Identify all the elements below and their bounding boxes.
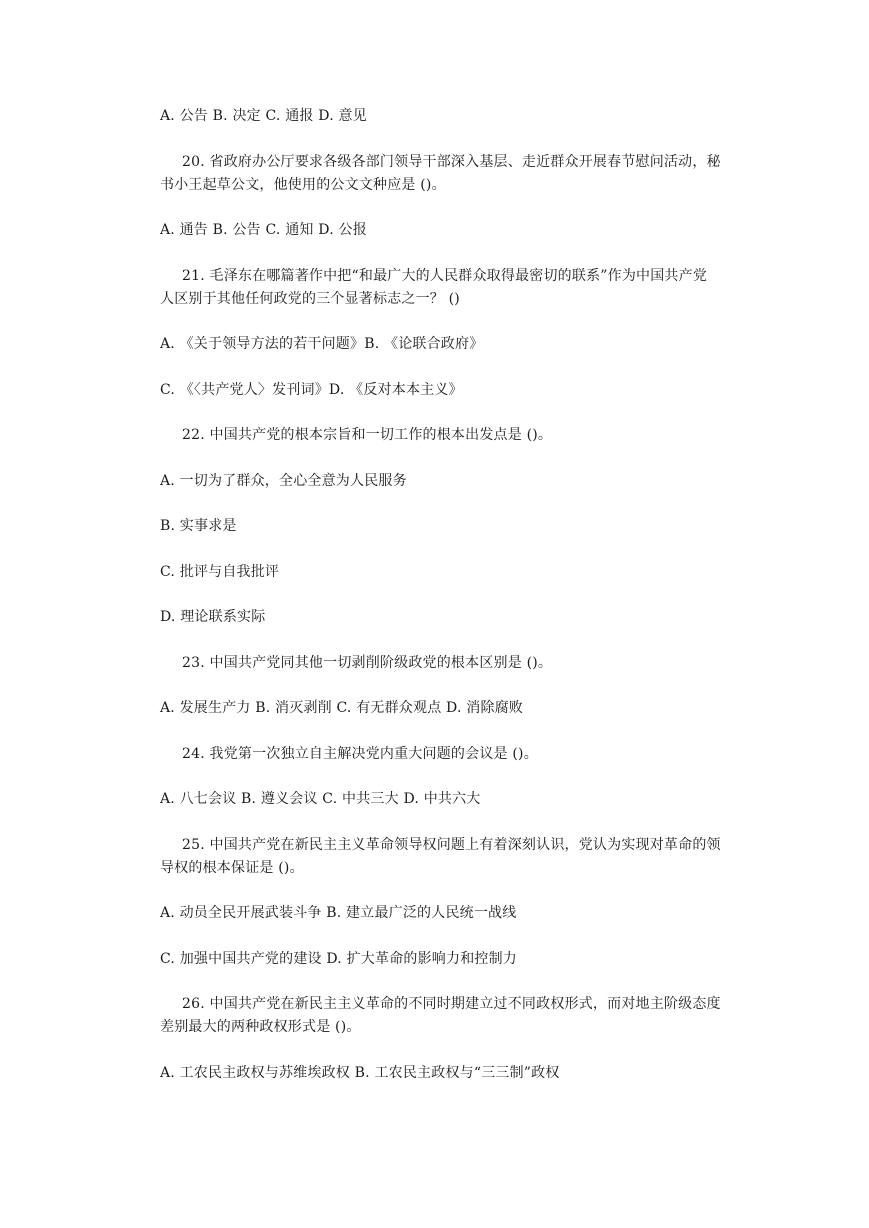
q20-text-line1: 20. 省政府办公厅要求各级各部门领导干部深入基层、走近群众开展春节慰问活动，秘 — [182, 154, 721, 170]
q22-text: 22. 中国共产党的根本宗旨和一切工作的根本出发点是 ()。 — [182, 427, 553, 443]
q20-text-line2: 书小王起草公文，他使用的公文文种应是 ()。 — [160, 177, 446, 193]
q22-option-d: D. 理论联系实际 — [160, 609, 266, 625]
q20-options: A. 通告 B. 公告 C. 通知 D. 公报 — [160, 222, 367, 238]
q25-text-line2: 导权的根本保证是 ()。 — [160, 860, 304, 876]
q25-options-cd: C. 加强中国共产党的建设 D. 扩大革命的影响力和控制力 — [160, 951, 517, 967]
q26-text-line2: 差别最大的两种政权形式是 ()。 — [160, 1019, 361, 1035]
q23-text: 23. 中国共产党同其他一切剥削阶级政党的根本区别是 ()。 — [182, 655, 553, 671]
q22-option-a: A. 一切为了群众，全心全意为人民服务 — [160, 473, 407, 489]
q26-text-line1: 26. 中国共产党在新民主主义革命的不同时期建立过不同政权形式，而对地主阶级态度 — [182, 996, 721, 1012]
q21-options-ab: A. 《关于领导方法的若干问题》B. 《论联合政府》 — [160, 336, 484, 352]
q22-option-b: B. 实事求是 — [160, 518, 237, 534]
q21-text-line2: 人区别于其他任何政党的三个显著标志之一？ () — [160, 291, 460, 307]
q23-options: A. 发展生产力 B. 消灭剥削 C. 有无群众观点 D. 消除腐败 — [160, 700, 524, 716]
q25-options-ab: A. 动员全民开展武装斗争 B. 建立最广泛的人民统一战线 — [160, 905, 517, 921]
q21-options-cd: C. 《〈共产党人〉发刊词》D. 《反对本本主义》 — [160, 382, 463, 398]
q24-text: 24. 我党第一次独立自主解决党内重大问题的会议是 ()。 — [182, 746, 538, 762]
q22-option-c: C. 批评与自我批评 — [160, 564, 280, 580]
q21-text-line1: 21. 毛泽东在哪篇著作中把“和最广大的人民群众取得最密切的联系”作为中国共产党 — [182, 268, 708, 284]
q26-options-ab: A. 工农民主政权与苏维埃政权 B. 工农民主政权与“三三制”政权 — [160, 1065, 560, 1081]
q19-options: A. 公告 B. 决定 C. 通报 D. 意见 — [160, 108, 367, 124]
q25-text-line1: 25. 中国共产党在新民主主义革命领导权问题上有着深刻认识，党认为实现对革命的领 — [182, 837, 721, 853]
q24-options: A. 八七会议 B. 遵义会议 C. 中共三大 D. 中共六大 — [160, 791, 481, 807]
